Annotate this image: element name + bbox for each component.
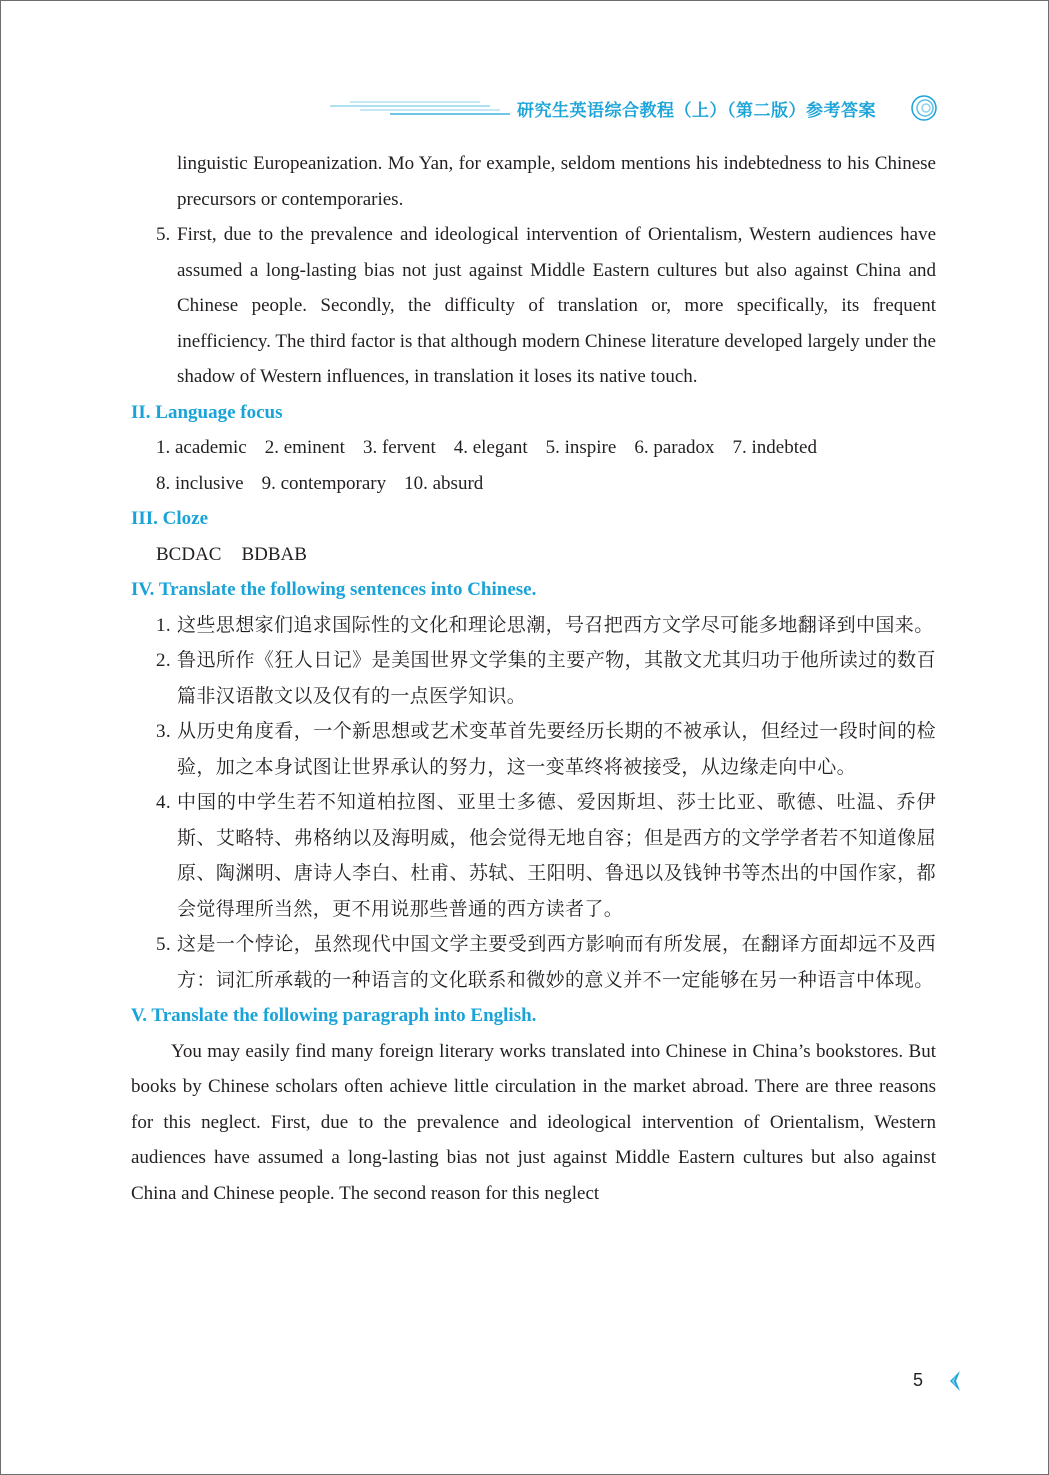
vocab-answer: 1. academic xyxy=(156,437,247,458)
vocab-answer: 5. inspire xyxy=(545,437,617,458)
item-text: 这是一个悖论，虽然现代中国文学主要受到西方影响而有所发展，在翻译方面却远不及西方：词汇所承载的一种语言的文化联系和微妙的意义并不一定能够在另一种语言中体现。 xyxy=(177,933,936,991)
vocab-answer: 10. absurd xyxy=(404,472,484,494)
translation-item-1 xyxy=(131,608,936,644)
section-heading-translate-english: V. Translate the following paragraph into English. xyxy=(131,1005,537,1026)
translation-item-5 xyxy=(131,927,936,998)
vocab-answers-row-1 xyxy=(131,430,936,466)
item-number: 5. xyxy=(156,224,171,245)
vocab-answers-row-2 xyxy=(131,466,936,502)
item-text: 鲁迅所作《狂人日记》是美国世界文学集的主要产物，其散文尤其归功于他所读过的数百篇非汉语散文以及仅有的一点医学知识。 xyxy=(177,649,936,707)
header-decorative-lines xyxy=(330,98,510,118)
header-title: 研究生英语综合教程（上）（第二版）参考答案 xyxy=(517,101,876,121)
section-heading-cloze: III. Cloze xyxy=(131,508,209,529)
page-number: 5 xyxy=(913,1370,924,1390)
answer-item-5 xyxy=(131,217,936,395)
cloze-answer: BCDAC xyxy=(156,543,222,565)
running-header xyxy=(330,92,950,126)
vocab-answer: 4. elegant xyxy=(453,437,528,458)
spiral-logo-icon xyxy=(910,94,938,122)
vocab-answer: 2. eminent xyxy=(264,437,345,458)
item-text: 从历史角度看，一个新思想或艺术变革首先要经历长期的不被承认，但经过一段时间的检验，加之本身试图让世界承认的努力，这一变革终将被接受，从边缘走向中心。 xyxy=(177,720,936,778)
vocab-answer: 9. contemporary xyxy=(261,472,387,494)
item-text: 这些思想家们追求国际性的文化和理论思潮，号召把西方文学尽可能多地翻译到中国来。 xyxy=(177,613,934,636)
vocab-answer: 3. fervent xyxy=(362,437,436,458)
vocab-answer: 6. paradox xyxy=(634,437,715,458)
page-content xyxy=(131,146,936,1211)
item-number: 5. xyxy=(156,934,172,955)
item-number: 3. xyxy=(156,721,172,742)
item-number: 1. xyxy=(156,614,172,636)
translation-item-3 xyxy=(131,714,936,785)
item-text: First, due to the prevalence and ideological intervention of Orientalism, Western audiences have assumed a long-lasting bias not just against Middle Eastern cultures but also against China and Chinese people. Secondly, the difficulty of translation or, more specifically, its frequent inefficiency. The third factor is that although modern Chinese literature developed largely under the shadow of Western influences, in translation it loses its native touch. xyxy=(177,224,936,387)
cloze-answers xyxy=(131,537,936,573)
item-text: 中国的中学生若不知道柏拉图、亚里士多德、爱因斯坦、莎士比亚、歌德、吐温、乔伊斯、艾略特、弗格纳以及海明威，他会觉得无地自容；但是西方的文学学者若不知道像屈原、陶渊明、唐诗人李白、杜甫、苏轼、王阳明、鲁迅以及钱钟书等杰出的中国作家，都会觉得理所当然，更不用说那些普通的西方读者了。 xyxy=(177,791,936,920)
vocab-answer: 7. indebted xyxy=(732,437,817,458)
english-translation-paragraph: You may easily find many foreign literary works translated into Chinese in China’s bookstores. But books by Chinese scholars often achieve little circulation in the market abroad. There are three reasons for this neglect. First, due to the prevalence and ideological intervention of Orientalism, Western audiences have assumed a long-lasting bias not just against Middle Eastern cultures but also against China and Chinese people. The second reason for this neglect xyxy=(131,1040,936,1204)
item-number: 4. xyxy=(156,792,172,813)
section-heading-language-focus: II. Language focus xyxy=(131,401,283,423)
section-heading-translate-chinese: IV. Translate the following sentences into Chinese. xyxy=(131,579,537,600)
vocab-answer: 8. inclusive xyxy=(156,472,244,494)
translation-item-2 xyxy=(131,643,936,714)
translation-item-4 xyxy=(131,785,936,927)
answer-4-continuation: linguistic Europeanization. Mo Yan, for example, seldom mentions his indebtedness to his Chinese precursors or contemporaries. xyxy=(177,153,936,210)
cloze-answer: BDBAB xyxy=(241,543,307,565)
item-number: 2. xyxy=(156,650,172,671)
page-corner-arrow-icon xyxy=(946,1369,962,1393)
